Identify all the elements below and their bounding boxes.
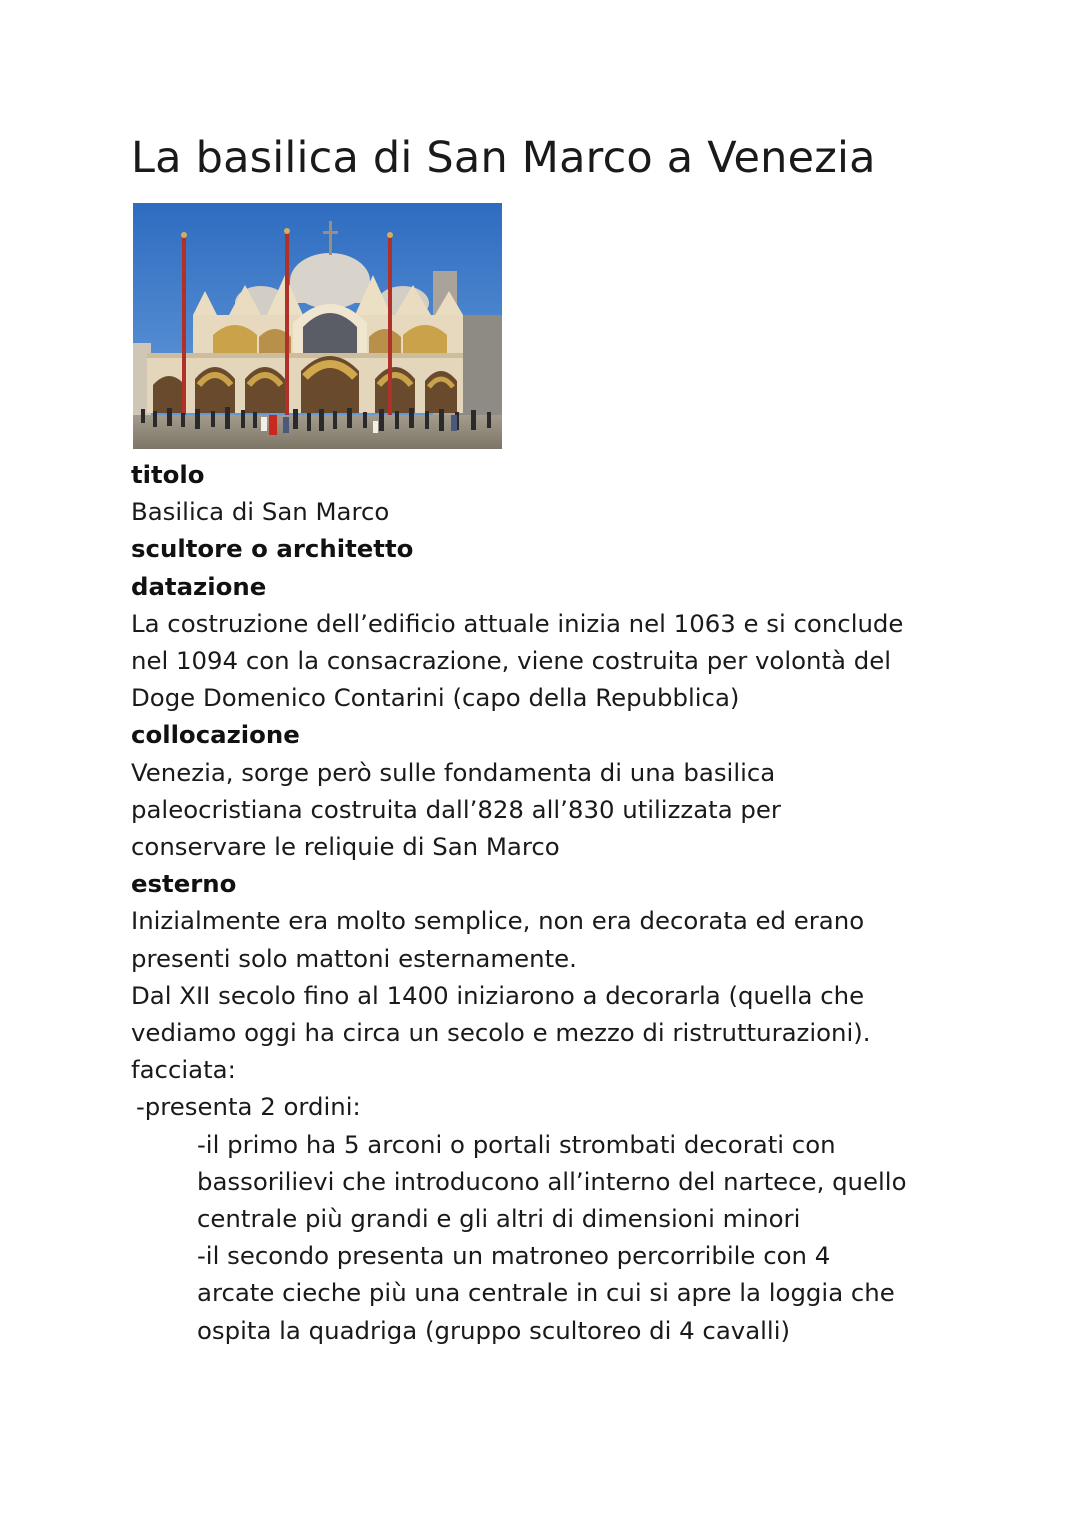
section-heading-datazione: datazione [131, 571, 267, 601]
esterno-line: vediamo oggi ha circa un secolo e mezzo di ristrutturazioni). [131, 1018, 871, 1048]
page-title: La basilica di San Marco a Venezia [131, 133, 876, 183]
collocazione-line: Venezia, sorge però sulle fondamenta di una basilica [131, 757, 776, 787]
document-body [131, 456, 961, 1349]
esterno-line: Inizialmente era molto semplice, non era decorata ed erano [131, 906, 865, 936]
basilica-san-marco-icon [133, 203, 502, 449]
datazione-line: La costruzione dell’edificio attuale inizia nel 1063 e si conclude [131, 608, 904, 638]
list-item-secondo: -il secondo presenta un matroneo percorribile con 4 [197, 1241, 831, 1271]
collocazione-line: paleocristiana costruita dall’828 all’830 utilizzata per [131, 794, 781, 824]
datazione-line: Doge Domenico Contarini (capo della Repubblica) [131, 683, 740, 713]
titolo-text: Basilica di San Marco [131, 497, 390, 527]
section-heading-collocazione: collocazione [131, 720, 300, 750]
basilica-photo [133, 203, 502, 449]
esterno-line: Dal XII secolo fino al 1400 iniziarono a decorarla (quella che [131, 980, 865, 1010]
collocazione-line: conservare le reliquie di San Marco [131, 832, 560, 862]
list-item-secondo-cont: ospita la quadriga (gruppo scultoreo di 4 cavalli) [197, 1315, 790, 1345]
list-item-primo-cont: centrale più grandi e gli altri di dimensioni minori [197, 1204, 801, 1234]
list-item-secondo-cont: arcate cieche più una centrale in cui si apre la loggia che [197, 1278, 895, 1308]
section-heading-esterno: esterno [131, 869, 237, 899]
list-item-primo: -il primo ha 5 arconi o portali strombati decorati con [197, 1129, 836, 1159]
section-heading-titolo: titolo [131, 460, 205, 489]
facciata-label: facciata: [131, 1055, 236, 1085]
section-heading-scultore: scultore o architetto [131, 534, 414, 564]
esterno-line: presenti solo mattoni esternamente. [131, 943, 577, 973]
list-item-primo-cont: bassorilievi che introducono all’interno del nartece, quello [197, 1166, 907, 1196]
document-page [131, 128, 961, 1349]
facciata-intro: -presenta 2 ordini: [136, 1092, 361, 1122]
datazione-line: nel 1094 con la consacrazione, viene costruita per volontà del [131, 646, 892, 676]
